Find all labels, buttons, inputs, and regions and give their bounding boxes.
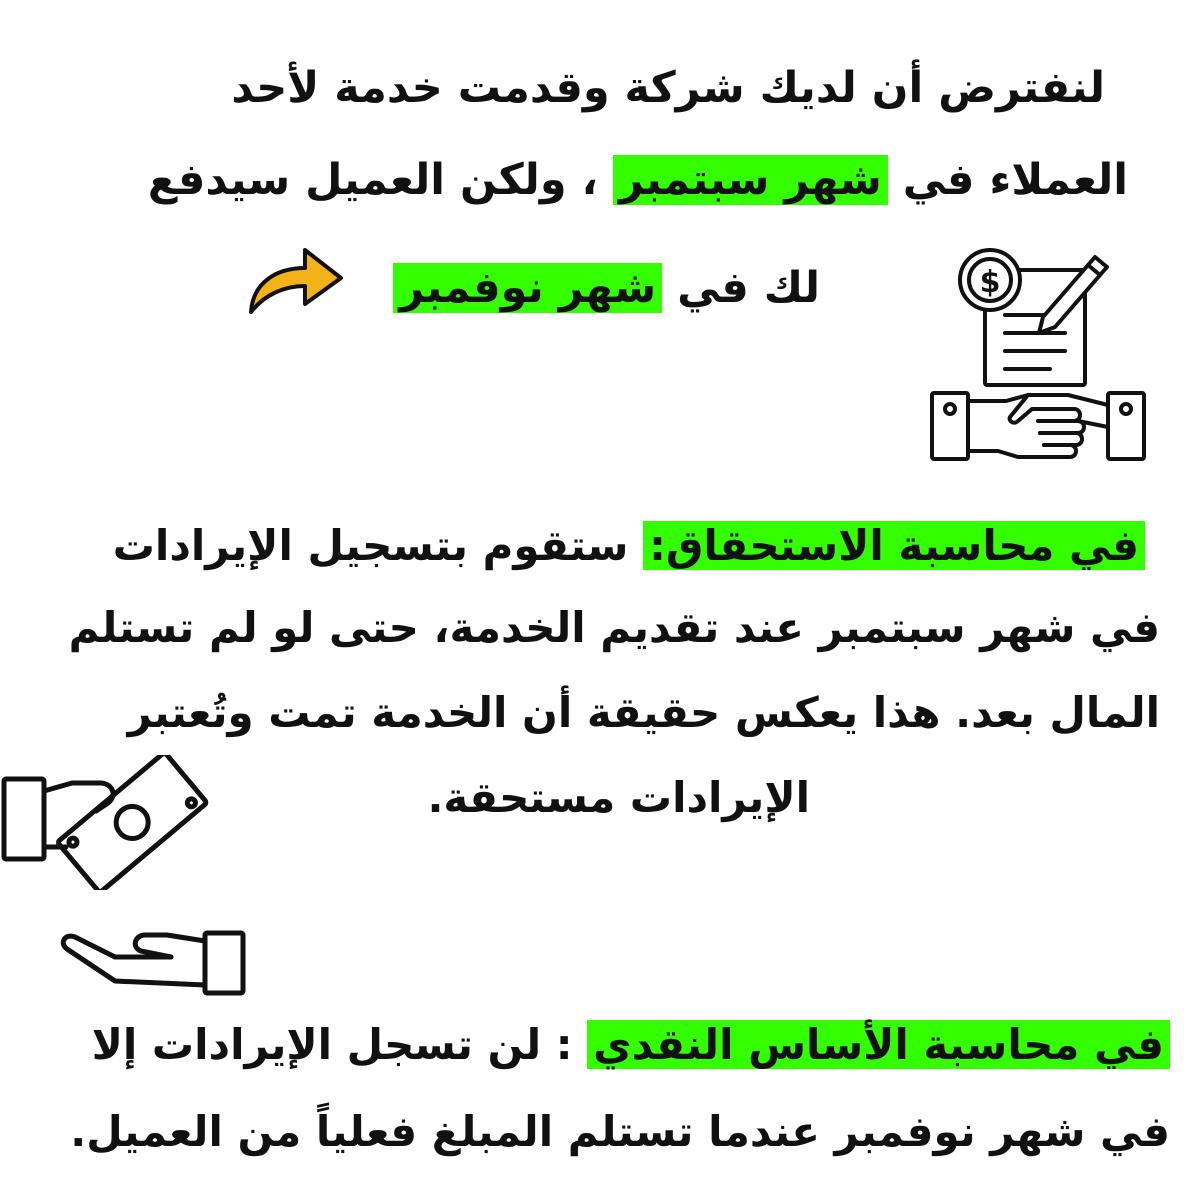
cash-line-2 (70, 1102, 1170, 1162)
intro-line-3-start: لك في (677, 263, 820, 313)
intro-line-2-end: ، ولكن العميل سيدفع (147, 155, 598, 205)
highlight-accrual: في محاسبة الاستحقاق: (643, 521, 1145, 570)
curved-arrow-icon (243, 240, 348, 320)
intro-line-3 (393, 258, 820, 318)
cash-line-2-text: في شهر نوفمبر عندما تستلم المبلغ فعلياً من العميل. (70, 1107, 1170, 1156)
accrual-line-1 (113, 516, 1145, 576)
accrual-line-2-text: في شهر سبتمبر عند تقديم الخدمة، حتى لو لم تستلم (68, 603, 1160, 652)
intro-line-2 (148, 150, 1128, 210)
cash-line-1-rest: : لن تسجل الإيرادات إلا (91, 1020, 573, 1069)
accrual-line-2 (69, 598, 1160, 658)
signed-invoice-icon (955, 245, 1125, 390)
accrual-line-1-rest: ستقوم بتسجيل الإيرادات (112, 521, 629, 570)
hand-giving-money-icon (0, 755, 210, 890)
accrual-line-4-text: الإيرادات مستحقة. (427, 773, 810, 822)
receiving-hand-icon (55, 925, 250, 1000)
handshake-icon (928, 385, 1148, 465)
accrual-line-4 (427, 768, 810, 828)
highlight-september: شهر سبتمبر (613, 155, 888, 205)
svg-text:$: $ (979, 265, 1001, 300)
intro-line-1 (231, 58, 1105, 118)
accrual-line-3-text: المال بعد. هذا يعكس حقيقة أن الخدمة تمت وتُعتبر (127, 688, 1160, 737)
highlight-november: شهر نوفمبر (393, 263, 662, 313)
intro-line-1-text: لنفترض أن لديك شركة وقدمت خدمة لأحد (231, 63, 1105, 113)
cash-line-1 (92, 1015, 1170, 1075)
highlight-cash: في محاسبة الأساس النقدي (587, 1020, 1170, 1069)
intro-line-2-start: العملاء في (902, 155, 1128, 205)
accrual-line-3 (128, 683, 1160, 743)
